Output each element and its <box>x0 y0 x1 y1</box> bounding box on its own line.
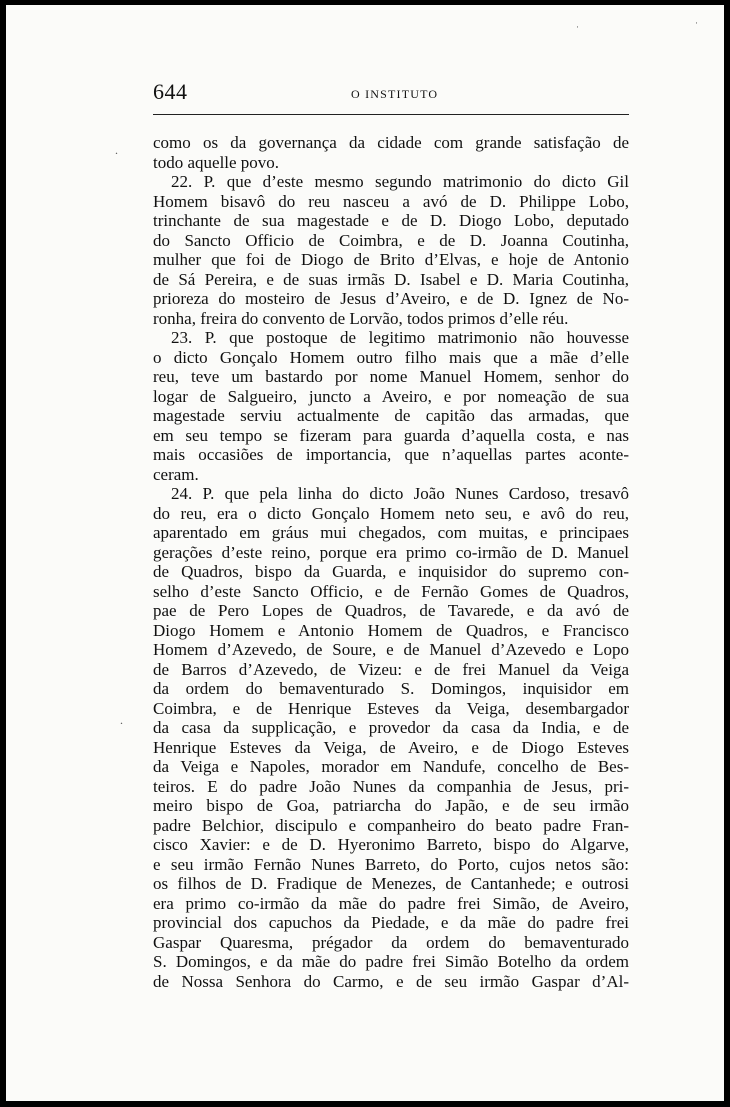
text-line: Henrique Esteves da Veiga, de Aveiro, e de Diogo Esteves <box>153 737 629 757</box>
text-line: do reu, era o dicto Gonçalo Homem neto seu, e avô do reu, <box>153 503 629 523</box>
text-line: da Veiga e Napoles, morador em Nandufe, concelho de Bes- <box>153 757 629 776</box>
text-line: Homem d’Azevedo, de Soure, e de Manuel d’Azevedo e Lopo <box>153 640 629 659</box>
text-line: mulher que foi de Diogo de Brito d’Elvas, e hoje de Antonio <box>153 250 629 269</box>
text-line: do Sancto Officio de Coimbra, e de D. Joanna Coutinha, <box>153 230 629 250</box>
text-line: ceram. <box>153 464 199 484</box>
text-line: o dicto Gonçalo Homem outro filho mais que a mãe d’elle <box>153 347 629 367</box>
body-text <box>153 133 629 991</box>
text-line: de Barros d’Azevedo, de Vizeu: e de frei Manuel da Veiga <box>153 659 629 679</box>
speck-mark: · <box>695 18 698 28</box>
text-line: de Nossa Senhora do Carmo, e de seu irmão Gaspar d’Al- <box>153 971 629 991</box>
text-line: trinchante de sua magestade e de D. Diogo Lobo, deputado <box>153 211 629 230</box>
text-line: de Sá Pereira, e de suas irmãs D. Isabel e D. Maria Coutinha, <box>153 269 629 289</box>
text-line: era primo co-irmão da mãe do padre frei Simão, de Aveiro, <box>153 893 629 913</box>
speck-mark: · <box>576 22 579 32</box>
text-line: logar de Salgueiro, juncto a Aveiro, e por nomeação de sua <box>153 386 629 406</box>
text-line: 22. P. que d’este mesmo segundo matrimonio do dicto Gil <box>171 172 629 191</box>
text-line: meiro bispo de Goa, patriarcha do Japão, e de seu irmão <box>153 796 629 815</box>
text-line: em seu tempo se fizeram para guarda d’aquella costa, e nas <box>153 425 629 445</box>
text-line: de Quadros, bispo da Guarda, e inquisidor do supremo con- <box>153 562 629 581</box>
page-header <box>153 79 629 109</box>
text-line: da casa da supplicação, e provedor da casa da India, e de <box>153 718 629 737</box>
text-line: todo aquelle povo. <box>153 152 280 172</box>
text-line: selho d’este Sancto Officio, e de Fernão Gomes de Quadros, <box>153 581 629 601</box>
text-line: Coimbra, e de Henrique Esteves da Veiga, desembargador <box>153 698 629 718</box>
header-rule <box>153 114 629 115</box>
text-line: 24. P. que pela linha do dicto João Nunes Cardoso, tresavô <box>171 484 629 503</box>
text-line: magestade serviu actualmente de capitão das armadas, que <box>153 406 629 425</box>
text-line: pae de Pero Lopes de Quadros, de Tavarede, e da avó de <box>153 601 629 620</box>
text-line: e seu irmão Fernão Nunes Barreto, do Porto, cujos netos são: <box>153 854 629 874</box>
text-line: teiros. E do padre João Nunes da companhia de Jesus, pri- <box>153 776 629 796</box>
text-line: como os da governança da cidade com grande satisfação de <box>153 133 629 152</box>
page-number: 644 <box>153 79 188 104</box>
text-line: mais occasiões de importancia, que n’aquellas partes aconte- <box>153 445 629 464</box>
text-line: padre Belchior, discipulo e companheiro do beato padre Fran- <box>153 815 629 835</box>
text-line: ronha, freira do convento de Lorvão, todos primos d’elle réu. <box>153 308 569 328</box>
text-line: S. Domingos, e da mãe do padre frei Simão Botelho da ordem <box>153 952 629 971</box>
margin-mark: . <box>115 143 118 157</box>
running-title: O INSTITUTO <box>351 87 439 101</box>
text-line: 23. P. que postoque de legitimo matrimonio não houvesse <box>171 328 629 347</box>
text-line: da ordem do bemaventurado S. Domingos, inquisidor em <box>153 679 629 698</box>
text-line: cisco Xavier: e de D. Hyeronimo Barreto, bispo do Algarve, <box>153 835 629 854</box>
margin-mark: . <box>120 713 123 727</box>
text-line: Homem bisavô do reu nasceu a avó de D. Philippe Lobo, <box>153 191 629 211</box>
text-line: reu, teve um bastardo por nome Manuel Homem, senhor do <box>153 367 629 386</box>
text-line: os filhos de D. Fradique de Menezes, de Cantanhede; e outrosi <box>153 874 629 893</box>
text-line: prioreza do mosteiro de Jesus d’Aveiro, e de D. Ignez de No- <box>153 289 629 308</box>
text-line: gerações d’este reino, porque era primo co-irmão de D. Manuel <box>153 542 629 562</box>
text-line: provincial dos capuchos da Piedade, e da mãe do padre frei <box>153 913 629 932</box>
text-line: Diogo Homem e Antonio Homem de Quadros, e Francisco <box>153 620 629 640</box>
text-line: Gaspar Quaresma, prégador da ordem do bemaventurado <box>153 932 629 952</box>
text-line: aparentado em gráus mui chegados, com muitas, e principaes <box>153 523 629 542</box>
